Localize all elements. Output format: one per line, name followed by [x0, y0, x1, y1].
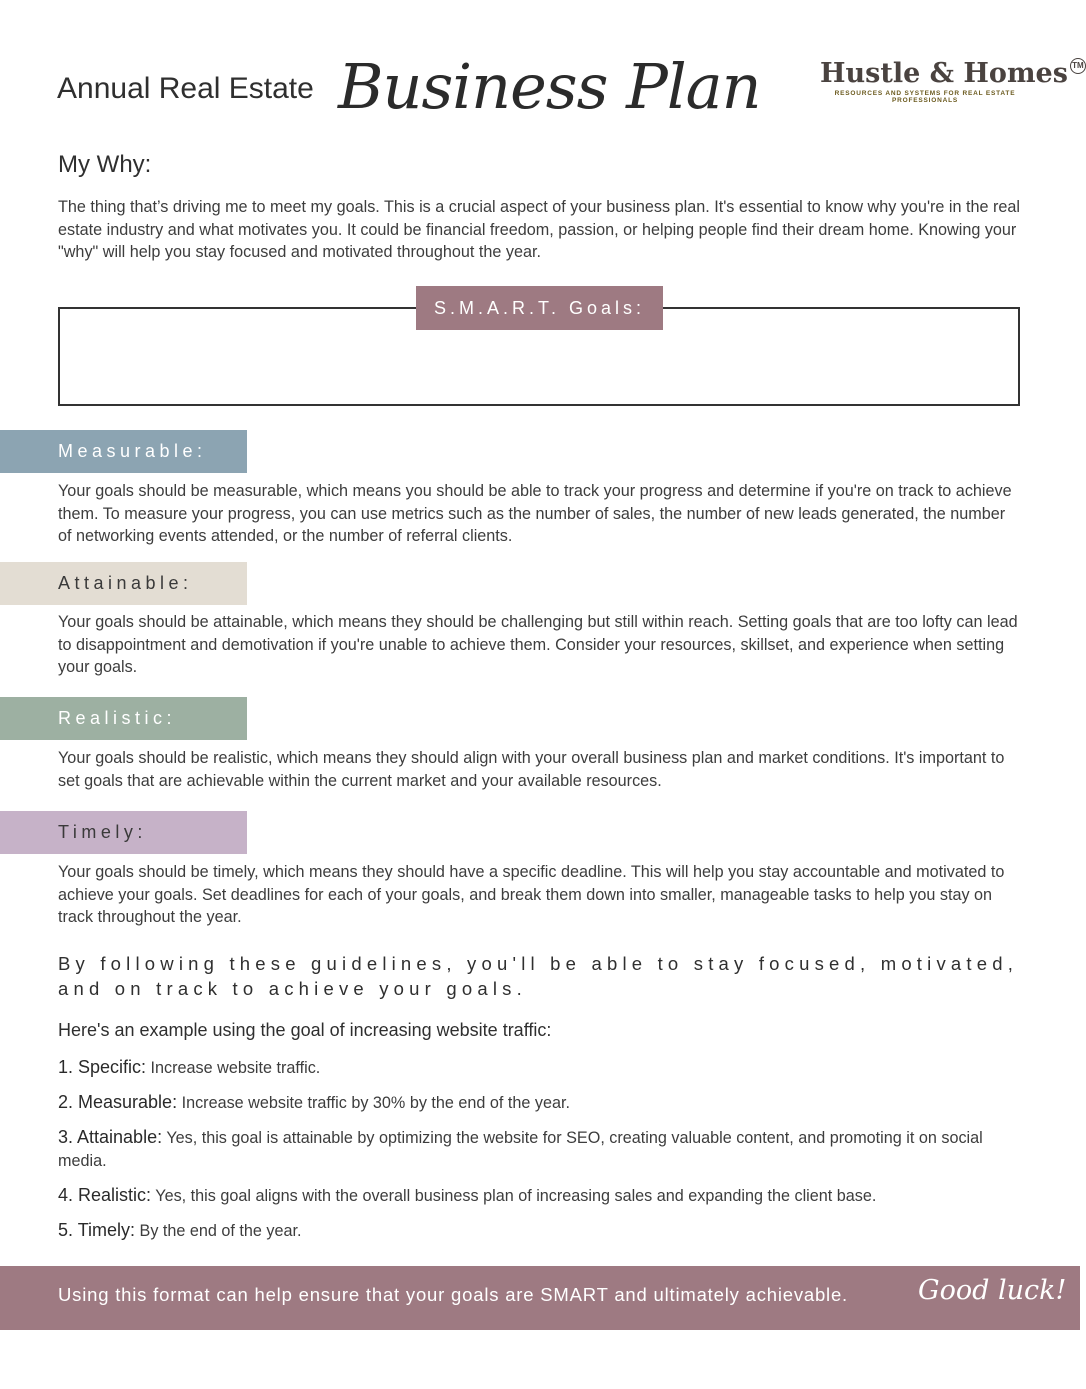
measurable-label: Measurable: [0, 430, 247, 473]
example-item-text: Increase website traffic by 30% by the end of the year. [181, 1094, 571, 1112]
logo-tagline: RESOURCES AND SYSTEMS FOR REAL ESTATE PROFESSIONALS [834, 90, 1016, 104]
measurable-body: Your goals should be measurable, which means you should be able to track your progress and determine if you're on track to achieve them. To measure your progress, you can use metrics such as the number of sales, the number of new leads generated, the number of networking events attended, or the number of referral clients. [58, 482, 1012, 546]
example-item-key: 2. Measurable: [58, 1092, 178, 1112]
example-item-key: 4. Realistic: [58, 1185, 152, 1205]
example-item-key: 1. Specific: [58, 1057, 147, 1077]
example-heading: Here's an example using the goal of increasing website traffic: [58, 1020, 552, 1040]
example-item [58, 1184, 1023, 1208]
example-item-key: 3. Attainable: [58, 1127, 163, 1147]
example-item-key: 5. Timely: [58, 1220, 136, 1240]
trademark-badge: TM [1070, 58, 1086, 74]
example-item-text: Yes, this goal aligns with the overall business plan of increasing sales and expanding the client base. [155, 1187, 877, 1205]
title-script: Business Plan [338, 50, 761, 123]
brand-logo [820, 58, 1084, 104]
why-heading: My Why: [58, 151, 152, 178]
logo-name: Hustle & Homes [820, 58, 1068, 89]
example-item [58, 1126, 1023, 1172]
timely-body: Your goals should be timely, which means they should have a specific deadline. This will help you stay accountable and motivated to achieve your goals. Set deadlines for each of your goals, and break them down into smaller, manageable tasks to help you stay on track throughout the year. [58, 863, 1005, 927]
timely-label: Timely: [0, 811, 247, 854]
realistic-body: Your goals should be realistic, which means they should align with your overall business plan and market conditions. It's important to set goals that are achievable within the current market and your available resources. [58, 749, 1005, 790]
example-item [58, 1056, 1023, 1080]
attainable-label: Attainable: [0, 562, 247, 605]
why-body: The thing that’s driving me to meet my goals. This is a crucial aspect of your business plan. It's essential to know why you're in the real estate industry and what motivates you. It could be financial freedom, passion, or helping people find their dream home. Knowing your "why" will help you stay focused and motivated throughout the year. [58, 198, 1021, 262]
attainable-body: Your goals should be attainable, which means they should be challenging but still within reach. Setting goals that are too lofty can lead to disappointment and demotivation if you're unable to achieve them. Consider your resources, skillset, and experience when setting your goals. [58, 613, 1018, 677]
example-item-text: Increase website traffic. [150, 1059, 321, 1077]
example-item-text: Yes, this goal is attainable by optimizing the website for SEO, creating valuable content, and promoting it on social media. [58, 1129, 983, 1170]
logo-name-row [820, 58, 1084, 89]
footer-text: Using this format can help ensure that your goals are SMART and ultimately achievable. [58, 1284, 848, 1305]
example-item [58, 1219, 1023, 1243]
smart-goals-label: S.M.A.R.T. Goals: [416, 286, 663, 330]
title-plain: Annual Real Estate [57, 72, 314, 105]
closing-statement: By following these guidelines, you'll be able to stay focused, motivated, and on track to achieve your goals. [58, 953, 1019, 999]
footer-good-luck: Good luck! [918, 1275, 1067, 1306]
realistic-label: Realistic: [0, 697, 247, 740]
example-item-text: By the end of the year. [139, 1222, 302, 1240]
example-item [58, 1091, 1023, 1115]
